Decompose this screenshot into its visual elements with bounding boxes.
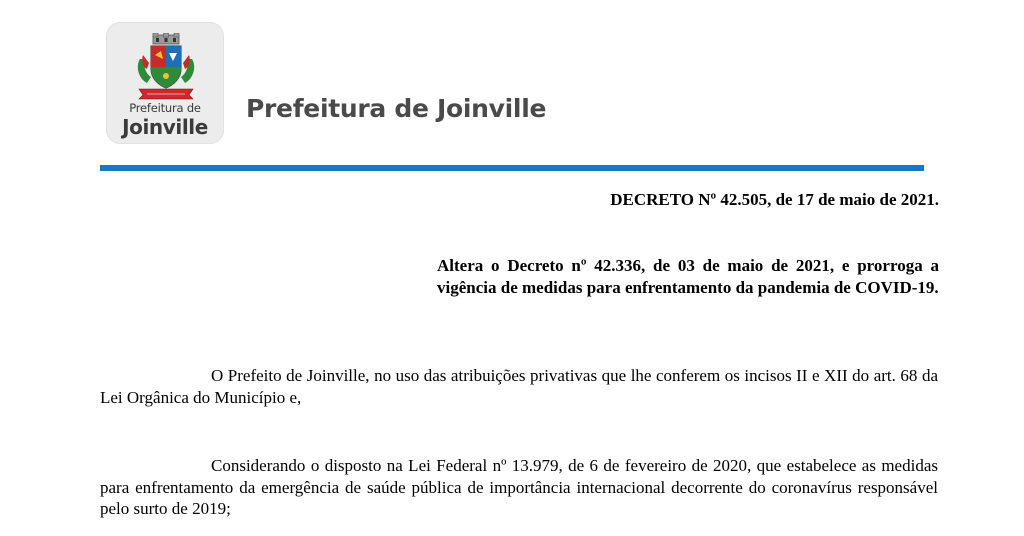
brand-title: Prefeitura de Joinville bbox=[246, 94, 547, 123]
logo bbox=[106, 22, 224, 144]
logo-text-line1: Prefeitura de bbox=[129, 101, 201, 115]
decree-summary: Altera o Decreto nº 42.336, de 03 de maio de 2021, e prorroga a vigência de medidas para enfrentamento da pandemia de COVID-19. bbox=[437, 256, 939, 297]
paragraph-text: Considerando o disposto na Lei Federal nº 13.979, de 6 de fevereiro de 2020, que estabelece as medidas para enfrentamento da emergência de saúde pública de importância internacional decorrente do coronavírus responsável pelo surto de 2019; bbox=[100, 456, 938, 518]
paragraph-preamble bbox=[100, 365, 938, 408]
decree-title: DECRETO Nº 42.505, de 17 de maio de 2021. bbox=[610, 190, 939, 209]
city-crest-icon bbox=[135, 33, 197, 101]
header-divider bbox=[100, 165, 924, 171]
paragraph-considering bbox=[100, 455, 938, 520]
paragraph-text: O Prefeito de Joinville, no uso das atribuições privativas que lhe conferem os incisos II e XII do art. 68 da Lei Orgânica do Município e, bbox=[100, 366, 938, 407]
logo-text-line2: Joinville bbox=[122, 115, 208, 139]
